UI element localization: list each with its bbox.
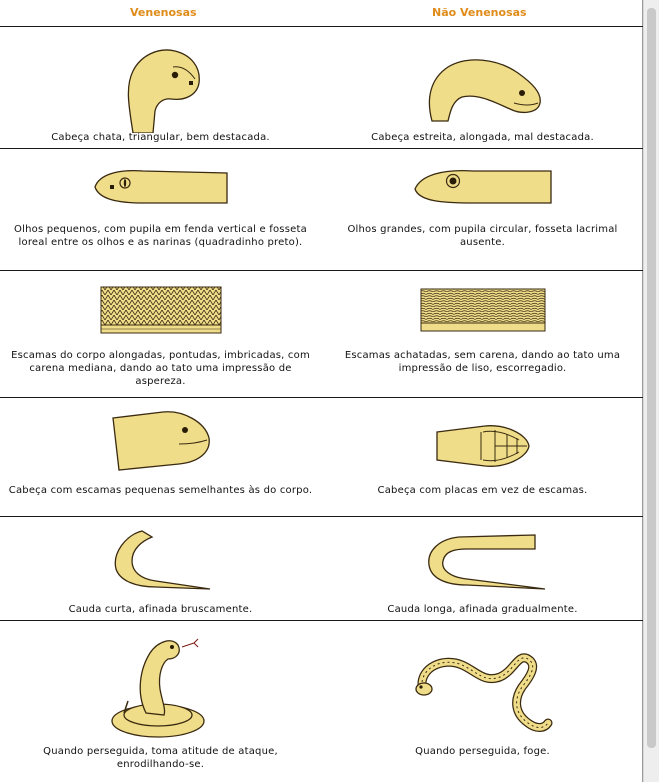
non-venomous-cell <box>322 27 643 148</box>
narrow-head-icon <box>322 43 643 123</box>
scrollbar-thumb[interactable] <box>647 8 656 748</box>
non-venomous-cell <box>322 398 643 516</box>
venomous-caption: Cabeça com escamas pequenas semelhantes às do corpo. <box>8 485 313 496</box>
short-tail-icon <box>0 527 321 593</box>
head-plates-icon <box>322 422 643 470</box>
fleeing-snake-icon <box>322 643 643 735</box>
small-head-scales-icon <box>0 408 321 474</box>
table-row <box>0 149 643 271</box>
keeled-scales-icon <box>0 285 321 335</box>
round-pupil-eye-icon <box>322 163 643 209</box>
non-venomous-caption: Cauda longa, afinada gradualmente. <box>387 604 578 615</box>
coiled-snake-icon <box>0 629 321 741</box>
non-venomous-caption: Quando perseguida, foge. <box>415 746 550 757</box>
long-tail-icon <box>322 527 643 593</box>
venomous-caption: Olhos pequenos, com pupila em fenda vertical e fosseta loreal entre os olhos e as narinas (quadradinho preto). <box>14 224 307 248</box>
table-row <box>0 398 643 517</box>
venomous-caption: Cauda curta, afinada bruscamente. <box>68 604 253 615</box>
non-venomous-cell <box>322 271 643 397</box>
vertical-pupil-eye-icon <box>0 163 321 209</box>
venomous-cell <box>0 517 321 620</box>
table-row <box>0 517 643 621</box>
header-non-venomous: Não Venenosas <box>432 6 527 19</box>
venomous-caption: Cabeça chata, triangular, bem destacada. <box>51 132 270 143</box>
header-venomous: Venenosas <box>130 6 197 19</box>
triangular-head-icon <box>0 37 321 133</box>
venomous-cell <box>0 271 321 397</box>
non-venomous-cell <box>322 149 643 270</box>
non-venomous-cell <box>322 621 643 782</box>
non-venomous-caption: Cabeça com placas em vez de escamas. <box>377 485 588 496</box>
venomous-cell <box>0 398 321 516</box>
vertical-scrollbar[interactable] <box>643 0 659 782</box>
non-venomous-cell <box>322 517 643 620</box>
venomous-caption: Quando perseguida, toma atitude de ataque, enrodilhando-se. <box>43 746 278 770</box>
non-venomous-caption: Olhos grandes, com pupila circular, fosseta lacrimal ausente. <box>347 224 618 248</box>
non-venomous-caption: Escamas achatadas, sem carena, dando ao tato uma impressão de liso, escorregadio. <box>344 350 621 374</box>
venomous-cell <box>0 621 321 782</box>
table-row <box>0 271 643 398</box>
non-venomous-caption: Cabeça estreita, alongada, mal destacada. <box>371 132 594 143</box>
venomous-caption: Escamas do corpo alongadas, pontudas, imbricadas, com carena mediana, dando ao tato uma impressão de aspereza. <box>11 350 310 387</box>
venomous-cell <box>0 27 321 148</box>
table-header <box>0 0 643 27</box>
venomous-cell <box>0 149 321 270</box>
table-row <box>0 27 643 149</box>
table-row <box>0 621 643 782</box>
smooth-scales-icon <box>322 287 643 333</box>
